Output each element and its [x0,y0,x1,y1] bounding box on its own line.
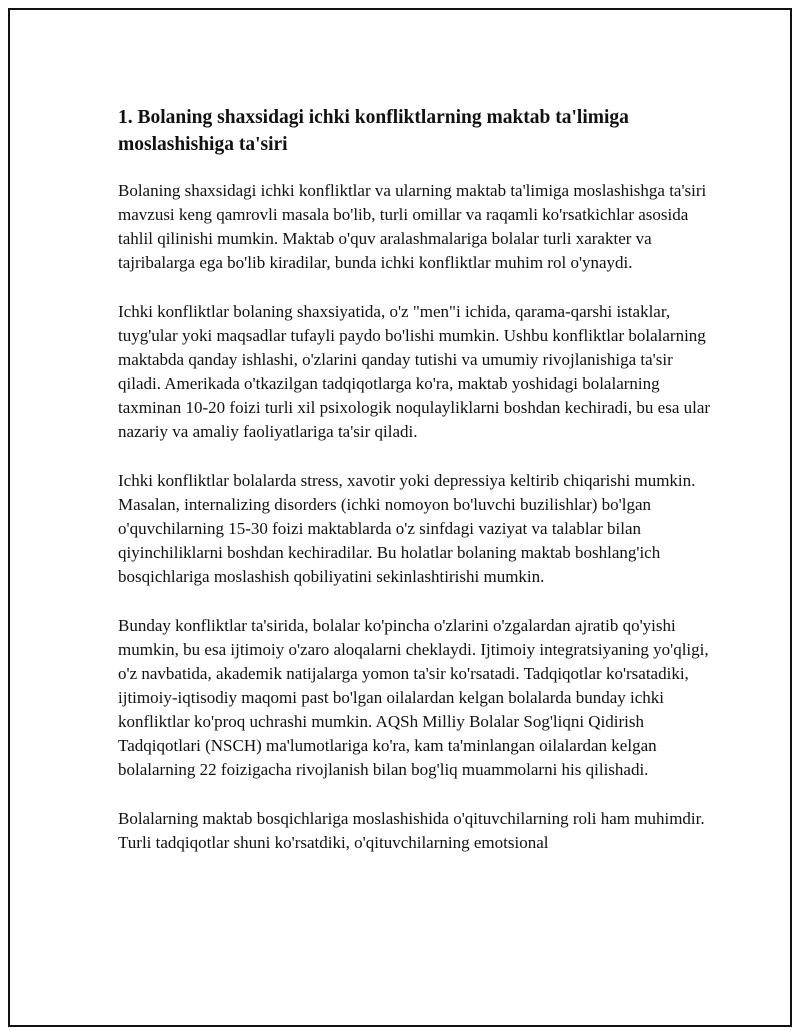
paragraph-2: Ichki konfliktlar bolaning shaxsiyatida, o'z "men"i ichida, qarama-qarshi istaklar, tuyg'ular yoki maqsadlar tufayli paydo bo'lishi mumkin. Ushbu konfliktlar bolalarning maktabda qanday ishlashi, o'zlarini qanday tutishi va umumiy rivojlanishiga ta'sir qiladi. Amerikada o'tkazilgan tadqiqotlarga ko'ra, maktab yoshidagi bolalarning taxminan 10-20 foizi turli xil psixologik noqulayliklarni boshdan kechiradi, bu esa ular nazariy va amaliy faoliyatlariga ta'sir qiladi. [118,302,711,441]
paragraph-5: Bolalarning maktab bosqichlariga moslashishida o'qituvchilarning roli ham muhimdir. Turli tadqiqotlar shuni ko'rsatdiki, o'qituvchilarning emotsional [118,809,705,852]
paragraph-3: Ichki konfliktlar bolalarda stress, xavotir yoki depressiya keltirib chiqarishi mumkin. Masalan, internalizing disorders (ichki nomoyon bo'luvchi buzilishlar) bo'lgan o'quvchilarning 15-30 foizi maktablarda o'z sinfdagi vaziyat va talablar bilan qiyinchiliklarni boshdan kechiradilar. Bu holatlar bolaning maktab boshlang'ich bosqichlariga moslashish qobiliyatini sekinlashtirishi mumkin. [118,471,696,586]
page-frame [8,8,792,1027]
document-body [118,104,718,880]
paragraph-4: Bunday konfliktlar ta'sirida, bolalar ko'pincha o'zlarini o'zgalardan ajratib qo'yishi mumkin, bu esa ijtimoiy o'zaro aloqalarni cheklaydi. Ijtimoiy integratsiyaning yo'qligi, o'z navbatida, akademik natijalarga yomon ta'sir ko'rsatadi. Tadqiqotlar ko'rsatadiki, ijtimoiy-iqtisodiy maqomi past bo'lgan oilalardan kelgan bolalarda bunday ichki konfliktlar ko'proq uchrashi mumkin. AQSh Milliy Bolalar Sog'liqni Qidirish Tadqiqotlari (NSCH) ma'lumotlariga ko'ra, kam ta'minlangan oilalardan kelgan bolalarning 22 foizigacha rivojlanish bilan bog'liq muammolarni his qilishadi. [118,616,709,779]
section-heading: 1. Bolaning shaxsidagi ichki konfliktlarning maktab ta'limiga moslashishiga ta'siri [118,107,629,155]
paragraph-1: Bolaning shaxsidagi ichki konfliktlar va ularning maktab ta'limiga moslashishga ta'siri mavzusi keng qamrovli masala bo'lib, turli omillar va raqamli ko'rsatkichlar asosida tahlil qilinishi mumkin. Maktab o'quv aralashmalariga bolalar turli xarakter va tajribalarga ega bo'lib kiradilar, bunda ichki konfliktlar muhim rol o'ynaydi. [118,181,707,272]
